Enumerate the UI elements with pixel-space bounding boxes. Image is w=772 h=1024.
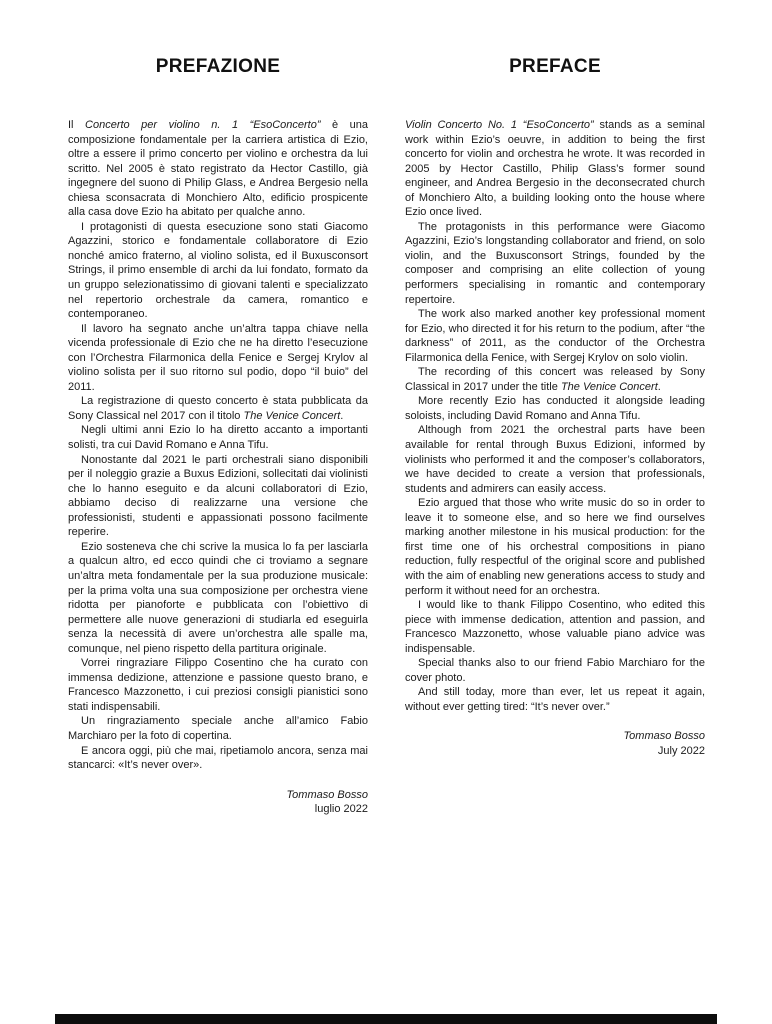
column-italian — [68, 56, 368, 817]
paragraph — [405, 656, 705, 685]
paragraph — [68, 394, 368, 423]
text-run: Vorrei ringraziare Filippo Cosentino che ha curato con immensa dedizione, attenzione e passione questo brano, e Francesco Mazzonetto, i cui preziosi consigli pianistici sono stati indispensabili. — [68, 657, 368, 713]
signature-date: July 2022 — [657, 744, 705, 757]
paragraph — [68, 714, 368, 743]
paragraph — [68, 220, 368, 322]
paragraph — [405, 307, 705, 365]
column-english — [405, 56, 705, 817]
text-run: The recording of this concert was released by Sony Classical in 2017 under the title — [405, 366, 705, 393]
text-run: Ezio argued that those who write music do so in order to leave it to someone else, and so here we find ourselves marking another milestone in his musical production: for the first time one of his orchestral compositions in piano reduction, fully respectful of the original score and published with the aim of enabling new generations access to study and perform it without need for an orchestra. — [405, 497, 705, 597]
text-run: E ancora oggi, più che mai, ripetiamolo ancora, senza mai stancarci: «It’s never over». — [68, 744, 368, 772]
column-title-prefazione: PREFAZIONE — [155, 56, 281, 77]
paragraph — [405, 394, 705, 423]
text-run: Il lavoro ha segnato anche un’altra tappa chiave nella vicenda professionale di Ezio che ne ha diretto l’esecuzione con l’Orchestra Filarmonica della Fenice e Sergej Krylov al violino solista per il suo ritorno sul podio, dopo “il buio” del 2011. — [68, 322, 368, 393]
paragraph — [68, 118, 368, 220]
column-title-preface: PREFACE — [509, 56, 601, 77]
italic-text: Concerto per violino n. 1 “EsoConcerto” — [85, 119, 321, 131]
text-run: Ezio sosteneva che chi scrive la musica lo fa per lasciarla a qualcun altro, ed ecco quindi che ci troviamo a segnare un’altra meta fondamentale per la sua produzione musicale: per la prima volta una sua composizione per orchestra viene ridotta per pianoforte e pubblicata con l’obiettivo di permettere alle nuove generazioni di studiarla ed eseguirla senza la necessità di avere un’orchestra alle spalle ma, comunque, nel pieno rispetto della partitura originale. — [68, 540, 368, 655]
text-run: Il — [68, 119, 86, 131]
paragraph — [68, 744, 368, 773]
text-run: . — [340, 409, 344, 422]
paragraph — [68, 453, 368, 540]
signature-name: Tommaso Bosso — [286, 788, 368, 801]
signature-block-italian — [68, 788, 368, 817]
paragraph — [405, 496, 705, 598]
text-run: The protagonists in this performance were Giacomo Agazzini, Ezio’s longstanding collaborator and friend, on solo violin, and the Buxusconsort Strings, founded by the composer and comprising an elite collection of young performers specialising in romantic and contemporary repertoire. — [405, 220, 705, 306]
paragraph — [405, 598, 705, 656]
text-run: And still today, more than ever, let us repeat it again, without ever getting tired: “It’s never over.” — [405, 686, 705, 713]
text-run: La registrazione di questo concerto è stata pubblicata da Sony Classical nel 2017 con il titolo — [68, 395, 368, 422]
signature-date: luglio 2022 — [314, 803, 368, 816]
text-run: è una composizione fondamentale per la carriera artistica di Ezio, oltre a essere il primo concerto per violino e orchestra da lui scritto. Nel 2005 è stato registrato da Hector Castillo, già ingegnere del suono di Philip Glass, e Andrea Bergesio nella chiesa sconsacrata di Monchiero Alto, edificio prospicente alla casa dove Ezio ha abitato per qualche anno. — [68, 119, 368, 219]
text-run: The work also marked another key professional moment for Ezio, who directed it for his return to the podium, after “the darkness” of 2011, as the conductor of the Orchestra Filarmonica della Fenice, with Sergej Krylov on solo violin. — [405, 308, 705, 364]
text-run: Negli ultimi anni Ezio lo ha diretto accanto a importanti solisti, tra cui David Romano e Anna Tifu. — [68, 424, 368, 452]
paragraph — [405, 423, 705, 496]
page-bottom-edge — [55, 1014, 717, 1024]
body-text-english — [405, 118, 705, 714]
paragraph — [405, 685, 705, 714]
text-run: I protagonisti di questa esecuzione sono stati Giacomo Agazzini, storico e fondamentale collaboratore di Ezio nonché amico fraterno, al violino solista, ed il Buxusconsort Strings, il primo ensemble di archi da lui fondato, formato da un gruppo selezionatissimo di giovani talenti e specializzato nel repertorio orchestrale da camera, romantico e contemporaneo. — [68, 220, 368, 321]
text-run: I would like to thank Filippo Cosentino, who edited this piece with immense dedication, attention and passion, and Francesco Mazzonetto, whose valuable piano advice was indispensable. — [405, 599, 705, 655]
italic-text: The Venice Concert — [560, 380, 658, 393]
paragraph — [405, 220, 705, 307]
paragraph — [68, 322, 368, 395]
text-run: More recently Ezio has conducted it alongside leading soloists, including David Romano and Anna Tifu. — [405, 395, 705, 422]
body-text-italian — [68, 118, 368, 773]
text-run: Nonostante dal 2021 le parti orchestrali siano disponibili per il noleggio grazie a Buxus Edizioni, sollecitati dai violinisti che lo hanno eseguito e da alcuni collaboratori di Ezio, abbiamo deciso di realizzarne una versione che professionisti, studenti e appassionati possono facilmente reperire. — [68, 453, 368, 539]
paragraph — [68, 540, 368, 656]
paragraph — [405, 365, 705, 394]
paragraph — [68, 423, 368, 452]
italic-text: Violin Concerto No. 1 “EsoConcerto” — [405, 119, 594, 131]
italic-text: The Venice Concert — [243, 409, 341, 422]
paragraph — [68, 656, 368, 714]
text-run: stands as a seminal work within Ezio’s oeuvre, in addition to being the first concerto for violin and orchestra he wrote. It was recorded in 2005 by Hector Castillo, Philip Glass’s former sound engineer, and Andrea Bergesio in the deconsecrated church of Monchiero Alto, a building looking onto the house where Ezio once lived. — [405, 119, 705, 219]
text-run: Although from 2021 the orchestral parts have been available for rental through Buxus Edizioni, informed by violinists who performed it and the composer’s collaborators, we have decided to create a version that professionals, students and admirers can easily access. — [405, 424, 705, 495]
signature-block-english — [405, 729, 705, 758]
text-run: . — [657, 380, 661, 393]
signature-name: Tommaso Bosso — [623, 730, 705, 743]
paragraph — [405, 118, 705, 220]
text-run: Un ringraziamento speciale anche all’amico Fabio Marchiaro per la foto di copertina. — [68, 715, 368, 742]
text-run: Special thanks also to our friend Fabio Marchiaro for the cover photo. — [405, 657, 705, 684]
